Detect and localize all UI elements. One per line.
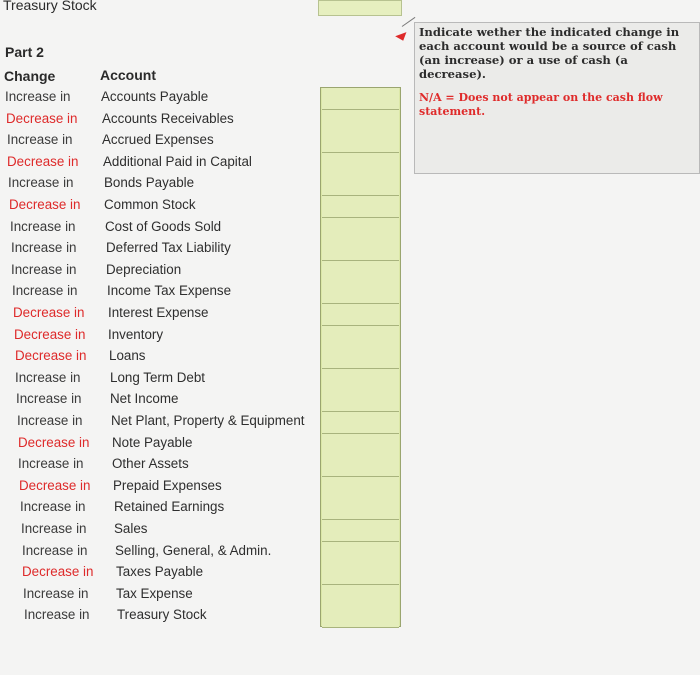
account-name: Sales <box>114 521 148 536</box>
answer-cell[interactable] <box>322 347 399 369</box>
change-label: Increase in <box>17 413 83 428</box>
account-name: Retained Earnings <box>114 499 225 514</box>
answer-cell[interactable] <box>322 369 399 391</box>
change-label: Increase in <box>12 283 78 298</box>
answer-cell[interactable] <box>322 606 399 628</box>
answer-cell[interactable] <box>322 412 399 434</box>
answer-cell[interactable] <box>322 218 399 240</box>
account-name: Additional Paid in Capital <box>103 154 252 169</box>
answer-cell[interactable] <box>322 585 399 607</box>
account-name: Selling, General, & Admin. <box>115 543 272 558</box>
account-name: Loans <box>109 348 146 363</box>
answer-cell[interactable] <box>322 563 399 585</box>
comment-text: Indicate wether the indicated change in each account would be a source of cash (an increase) or a use of cash (a decrease). <box>419 25 680 81</box>
change-label: Increase in <box>7 132 73 147</box>
account-name: Bonds Payable <box>104 175 195 190</box>
account-name: Prepaid Expenses <box>113 478 222 493</box>
account-name: Net Income <box>110 391 179 406</box>
change-label: Decrease in <box>7 154 79 169</box>
account-name: Accounts Receivables <box>102 111 234 126</box>
account-column-header: Account <box>100 67 156 83</box>
change-label: Increase in <box>24 607 90 622</box>
account-name: Interest Expense <box>108 305 209 320</box>
change-label: Increase in <box>20 499 86 514</box>
change-label: Increase in <box>21 521 87 536</box>
account-name: Accounts Payable <box>101 89 209 104</box>
answer-cell[interactable] <box>322 153 399 175</box>
account-name: Long Term Debt <box>110 370 206 385</box>
answer-cell[interactable] <box>322 174 399 196</box>
change-label: Decrease in <box>14 327 86 342</box>
account-name: Common Stock <box>104 197 196 212</box>
change-column-header: Change <box>4 68 56 84</box>
answer-cell[interactable] <box>322 282 399 304</box>
account-name: Tax Expense <box>116 586 193 601</box>
account-name: Net Plant, Property & Equipment <box>111 413 305 428</box>
account-name: Depreciation <box>106 262 182 277</box>
answer-cell[interactable] <box>322 455 399 477</box>
change-label: Decrease in <box>15 348 87 363</box>
account-name: Taxes Payable <box>116 564 204 579</box>
account-name: Deferred Tax Liability <box>106 240 231 255</box>
change-label: Increase in <box>22 543 88 558</box>
change-label: Increase in <box>23 586 89 601</box>
comment-note: N/A = Does not appear on the cash flow statement. <box>419 91 663 118</box>
answer-cell[interactable] <box>322 239 399 261</box>
change-label: Increase in <box>5 89 71 104</box>
account-name: Other Assets <box>112 456 189 471</box>
answer-cell[interactable] <box>322 261 399 283</box>
answer-cell[interactable] <box>322 434 399 456</box>
change-label: Increase in <box>8 175 74 190</box>
change-label: Increase in <box>11 240 77 255</box>
answer-cell[interactable] <box>322 390 399 412</box>
answer-cell[interactable] <box>322 110 399 132</box>
change-label: Decrease in <box>6 111 78 126</box>
previous-answer-cell[interactable] <box>318 0 402 16</box>
part-title: Part 2 <box>5 44 44 60</box>
answer-cell[interactable] <box>322 477 399 499</box>
account-name: Inventory <box>108 327 164 342</box>
change-label: Increase in <box>18 456 84 471</box>
change-label: Increase in <box>16 391 82 406</box>
answer-cell[interactable] <box>322 520 399 542</box>
change-label: Decrease in <box>22 564 94 579</box>
comment-indicator-icon <box>395 32 409 43</box>
change-label: Increase in <box>11 262 77 277</box>
previous-row-label: Treasury Stock <box>3 0 97 13</box>
instruction-comment <box>414 22 700 174</box>
change-label: Decrease in <box>19 478 91 493</box>
answer-cell[interactable] <box>322 131 399 153</box>
change-label: Decrease in <box>13 305 85 320</box>
change-label: Increase in <box>15 370 81 385</box>
change-label: Decrease in <box>9 197 81 212</box>
account-name: Accrued Expenses <box>102 132 214 147</box>
change-label: Increase in <box>10 219 76 234</box>
account-name: Income Tax Expense <box>107 283 232 298</box>
answer-cell[interactable] <box>322 498 399 520</box>
answer-cell[interactable] <box>322 304 399 326</box>
account-name: Note Payable <box>112 435 193 450</box>
answer-cell[interactable] <box>322 542 399 564</box>
account-name: Treasury Stock <box>117 607 207 622</box>
answer-cell[interactable] <box>322 88 399 110</box>
account-name: Cost of Goods Sold <box>105 219 222 234</box>
change-label: Decrease in <box>18 435 90 450</box>
answer-cell[interactable] <box>322 196 399 218</box>
answer-cell[interactable] <box>322 326 399 348</box>
answer-column <box>320 87 401 627</box>
